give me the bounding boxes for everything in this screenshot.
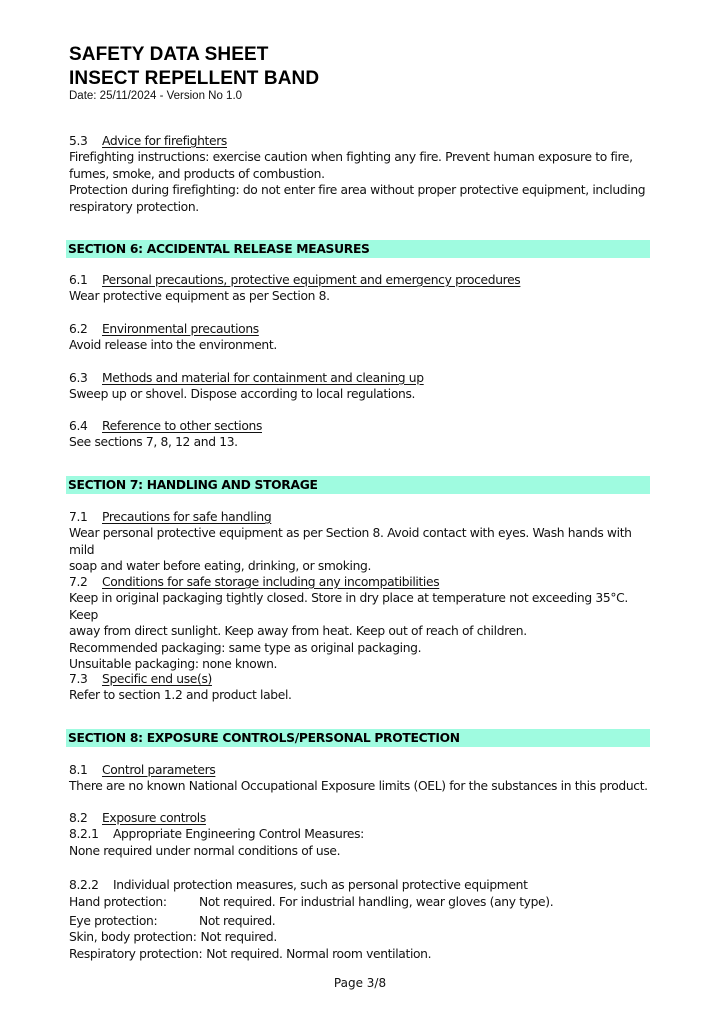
subsection-title: Control parameters bbox=[102, 763, 216, 777]
revision-date: Date: 25/11/2024 - Version No 1.0 bbox=[69, 90, 243, 102]
subsection-8-1 bbox=[69, 762, 659, 795]
text-line: respiratory protection. bbox=[69, 199, 199, 214]
subsection-number: 6.2 bbox=[69, 322, 88, 336]
subsection-title: Precautions for safe handling bbox=[102, 510, 272, 524]
subsection-number: 8.2 bbox=[69, 811, 88, 825]
subsection-title: Methods and material for containment and cleaning up bbox=[102, 371, 424, 385]
text-line: Sweep up or shovel. Dispose according to local regulations. bbox=[69, 387, 416, 402]
field-label: Eye protection: bbox=[69, 913, 158, 928]
text-line: fumes, smoke, and products of combustion. bbox=[69, 166, 325, 181]
subsection-title: Specific end use(s) bbox=[102, 672, 212, 686]
field-value: Not required. bbox=[200, 930, 277, 945]
text-line: Keep in original packaging tightly closed. Store in dry place at temperature not exceeding 35°C. Keep bbox=[69, 591, 628, 622]
field-label: Skin, body protection: bbox=[69, 930, 197, 945]
text-line: See sections 7, 8, 12 and 13. bbox=[69, 435, 238, 450]
text-line: Recommended packaging: same type as original packaging. bbox=[69, 640, 422, 655]
subsection-number: 6.4 bbox=[69, 419, 88, 433]
subsection-number: 7.1 bbox=[69, 510, 88, 524]
subsection-5-3 bbox=[69, 133, 659, 215]
text-line: Protection during firefighting: do not enter fire area without proper protective equipment, including bbox=[69, 183, 646, 198]
subsection-title: Reference to other sections bbox=[102, 419, 262, 433]
text-line: Wear protective equipment as per Section 8. bbox=[69, 289, 330, 304]
document-title: SAFETY DATA SHEET bbox=[69, 44, 269, 65]
subsection-number: 5.3 bbox=[69, 134, 88, 148]
respiratory-protection-row bbox=[69, 946, 659, 962]
subsection-7-1 bbox=[69, 509, 659, 575]
hand-protection-row bbox=[69, 894, 659, 910]
text-line: soap and water before eating, drinking, or smoking. bbox=[69, 559, 372, 574]
subsection-6-2 bbox=[69, 321, 659, 354]
text-line: away from direct sunlight. Keep away from heat. Keep out of reach of children. bbox=[69, 624, 527, 639]
subsection-7-3 bbox=[69, 671, 659, 704]
subsection-number: 8.2.2 bbox=[69, 878, 99, 892]
subsection-6-4 bbox=[69, 418, 659, 451]
subsection-title: Individual protection measures, such as personal protective equipment bbox=[113, 878, 528, 892]
subsection-number: 8.1 bbox=[69, 763, 88, 777]
skin-protection-row bbox=[69, 929, 659, 945]
text-line: Wear personal protective equipment as per Section 8. Avoid contact with eyes. Wash hands with mild bbox=[69, 526, 632, 557]
subsection-title: Appropriate Engineering Control Measures: bbox=[113, 827, 364, 842]
field-value: Not required. For industrial handling, wear gloves (any type). bbox=[199, 895, 554, 910]
subsection-title: Conditions for safe storage including any incompatibilities bbox=[102, 575, 440, 589]
subsection-title: Exposure controls bbox=[102, 811, 206, 825]
subsection-number: 7.2 bbox=[69, 575, 88, 589]
field-label: Hand protection: bbox=[69, 895, 167, 910]
section-6-heading: SECTION 6: ACCIDENTAL RELEASE MEASURES bbox=[66, 240, 650, 258]
subsection-title: Environmental precautions bbox=[102, 322, 259, 336]
text-line: Avoid release into the environment. bbox=[69, 338, 277, 353]
text-line: Unsuitable packaging: none known. bbox=[69, 657, 278, 672]
subsection-number: 6.1 bbox=[69, 273, 88, 287]
text-line: None required under normal conditions of use. bbox=[69, 843, 341, 858]
eye-protection-row bbox=[69, 913, 659, 929]
subsection-title: Advice for firefighters bbox=[102, 134, 227, 148]
field-value: Not required. Normal room ventilation. bbox=[206, 946, 432, 961]
field-label: Respiratory protection: bbox=[69, 946, 203, 961]
subsection-number: 7.3 bbox=[69, 672, 88, 686]
subsection-number: 6.3 bbox=[69, 371, 88, 385]
subsection-6-3 bbox=[69, 370, 659, 403]
section-7-heading: SECTION 7: HANDLING AND STORAGE bbox=[66, 476, 650, 494]
page-number: Page 3/8 bbox=[333, 976, 387, 990]
text-line: There are no known National Occupational Exposure limits (OEL) for the substances in this product. bbox=[69, 779, 648, 794]
subsection-number: 8.2.1 bbox=[69, 827, 99, 842]
text-line: Refer to section 1.2 and product label. bbox=[69, 688, 292, 703]
subsection-8-2-2 bbox=[69, 877, 659, 962]
subsection-7-2 bbox=[69, 574, 659, 672]
product-name: INSECT REPELLENT BAND bbox=[69, 68, 320, 89]
subsection-6-1 bbox=[69, 272, 659, 305]
field-value: Not required. bbox=[199, 913, 276, 928]
subsection-8-2 bbox=[69, 810, 659, 859]
section-8-heading: SECTION 8: EXPOSURE CONTROLS/PERSONAL PROTECTION bbox=[66, 729, 650, 747]
subsection-title: Personal precautions, protective equipment and emergency procedures bbox=[102, 273, 521, 287]
text-line: Firefighting instructions: exercise caution when fighting any fire. Prevent human exposure to fire, bbox=[69, 150, 633, 165]
